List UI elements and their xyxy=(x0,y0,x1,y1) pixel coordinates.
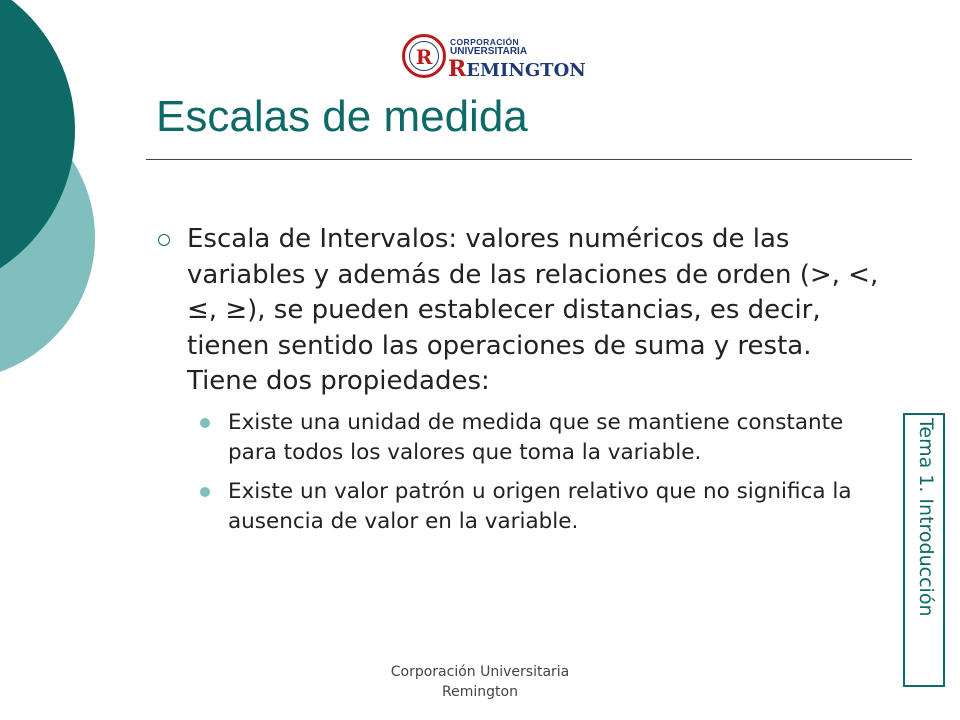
main-bullet-text: Escala de Intervalos: valores numéricos de las variables y además de las relaciones de orden (>, <, ≤, ≥), se pueden establecer distancias, es decir, tienen sentido las operaciones de suma y resta. Tiene dos propiedades: xyxy=(187,224,879,396)
sub-bullet-text: Existe un valor patrón u origen relativo que no significa la ausencia de valor en la variable. xyxy=(228,478,852,534)
topic-label: Tema 1. Introducción xyxy=(915,418,937,617)
logo-line-2: UNIVERSITARIA xyxy=(450,46,528,57)
filled-bullet-icon xyxy=(200,418,210,428)
logo-line-3: REMINGTON xyxy=(448,56,586,82)
sub-bullet-text: Existe una unidad de medida que se mantiene constante para todos los valores que toma la variable. xyxy=(228,409,844,465)
footer-text xyxy=(350,662,610,702)
sub-bullet xyxy=(155,477,895,538)
university-logo xyxy=(402,30,586,82)
slide-title: Escalas de medida xyxy=(156,92,528,141)
title-divider xyxy=(146,159,912,160)
topic-label-box xyxy=(903,413,945,687)
main-bullet xyxy=(155,222,895,400)
footer-line-1: Corporación Universitaria xyxy=(390,664,570,680)
logo-seal-icon: R xyxy=(402,34,446,78)
footer-line-2: Remington xyxy=(442,684,518,700)
hollow-bullet-icon xyxy=(158,234,170,246)
slide-content xyxy=(155,222,895,538)
filled-bullet-icon xyxy=(200,487,210,497)
sub-bullet xyxy=(155,408,895,469)
logo-line-1: CORPORACIÓN xyxy=(450,37,520,47)
